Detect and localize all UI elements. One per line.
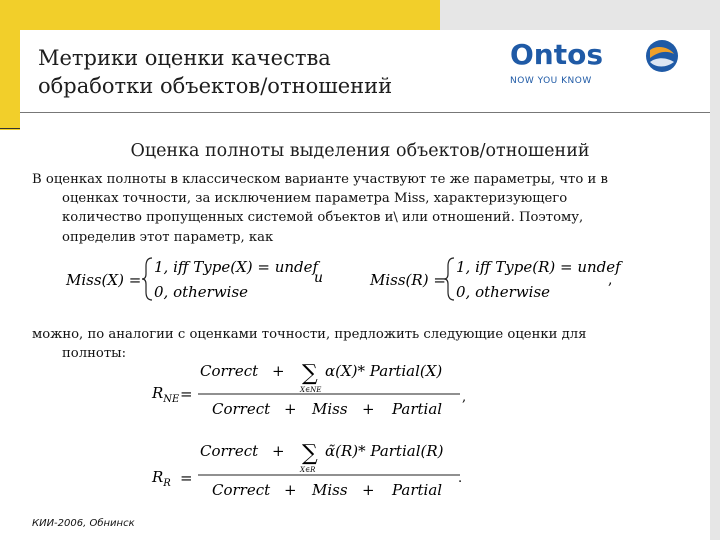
slide-title-line2: обработки объектов/отношений xyxy=(38,74,393,98)
sum-symbol: ∑ xyxy=(302,361,318,386)
alpha-partial-term: α(X)* Partial(X) xyxy=(325,362,443,380)
section-subtitle: Оценка полноты выделения объектов/отношений xyxy=(130,141,590,161)
denominator-plus-2: + xyxy=(362,481,375,499)
alpha-partial-term: α̃(R)* Partial(R) xyxy=(325,442,444,460)
r-ne-symbol: $R_{NE}$ xyxy=(152,384,180,405)
brace-left-r xyxy=(444,258,454,300)
brace-left-x xyxy=(142,258,152,300)
formula-r-r xyxy=(150,434,510,504)
logo-tagline: NOW YOU KNOW xyxy=(510,76,592,86)
slide-title-line1: Метрики оценки качества xyxy=(38,46,331,70)
formula-r-ne xyxy=(150,355,510,425)
logo-wordmark: Ontos xyxy=(510,38,604,71)
formula-period: . xyxy=(458,471,463,486)
paragraph-line: В оценках полноты в классическом варианте участвуют те же параметры, что и в xyxy=(32,172,608,187)
miss-comma: , xyxy=(608,272,613,288)
slide-title xyxy=(38,44,392,100)
sum-symbol: ∑ xyxy=(302,441,318,466)
formula-comma: , xyxy=(462,390,467,405)
miss-definition-formulas xyxy=(60,252,660,306)
numerator-plus: + xyxy=(272,442,285,460)
paragraph-line: можно, по аналогии с оценками точности, предложить следующие оценки для xyxy=(32,327,587,342)
svg-text:=: = xyxy=(180,385,193,403)
divider-main xyxy=(20,112,710,113)
numerator-plus: + xyxy=(272,362,285,380)
numerator-correct: Correct xyxy=(200,362,259,380)
denominator-miss: Miss xyxy=(312,400,348,418)
right-side-strip xyxy=(710,0,720,540)
logo-swirl-icon xyxy=(644,38,680,74)
paragraph-line: количество пропущенных системой объектов и\ или отношений. Поэтому, xyxy=(62,210,584,226)
denominator-correct: Correct xyxy=(212,481,271,499)
paragraph-line: оценках точности, за исключением параметра Miss, характеризующего xyxy=(62,191,568,207)
denominator-partial: Partial xyxy=(392,481,443,499)
divider-left xyxy=(0,128,20,129)
sum-subscript: X∈NE xyxy=(300,386,322,394)
svg-text:=: = xyxy=(180,469,193,487)
denominator-miss: Miss xyxy=(312,481,348,499)
header-accent-bar xyxy=(0,0,440,30)
denominator-partial: Partial xyxy=(392,400,443,418)
paragraph-line: определив этот параметр, как xyxy=(62,229,274,245)
paragraph-intro xyxy=(32,170,702,247)
numerator-correct: Correct xyxy=(200,442,259,460)
denominator-plus-2: + xyxy=(362,400,375,418)
conjunction: u xyxy=(314,270,324,286)
case2-x: 0, otherwise xyxy=(154,283,249,301)
r-r-symbol: $R_R$ xyxy=(152,468,171,489)
miss-r-lhs: Miss(R) = xyxy=(370,271,446,289)
case2-r: 0, otherwise xyxy=(456,283,551,301)
header-grey-panel xyxy=(440,0,720,30)
denominator-plus: + xyxy=(284,481,297,499)
denominator-plus: + xyxy=(284,400,297,418)
slide-footer: КИИ-2006, Обнинск xyxy=(32,518,135,529)
miss-x-lhs: Miss(X) = xyxy=(66,271,142,289)
left-accent-strip xyxy=(0,0,20,130)
ontos-logo xyxy=(510,38,690,98)
case1-x: 1, iff Type(X) = undef xyxy=(154,258,319,276)
sum-subscript: X∈R xyxy=(300,466,316,474)
paragraph-line: полноты: xyxy=(62,346,127,362)
case1-r: 1, iff Type(R) = undef xyxy=(456,258,621,276)
denominator-correct: Correct xyxy=(212,400,271,418)
